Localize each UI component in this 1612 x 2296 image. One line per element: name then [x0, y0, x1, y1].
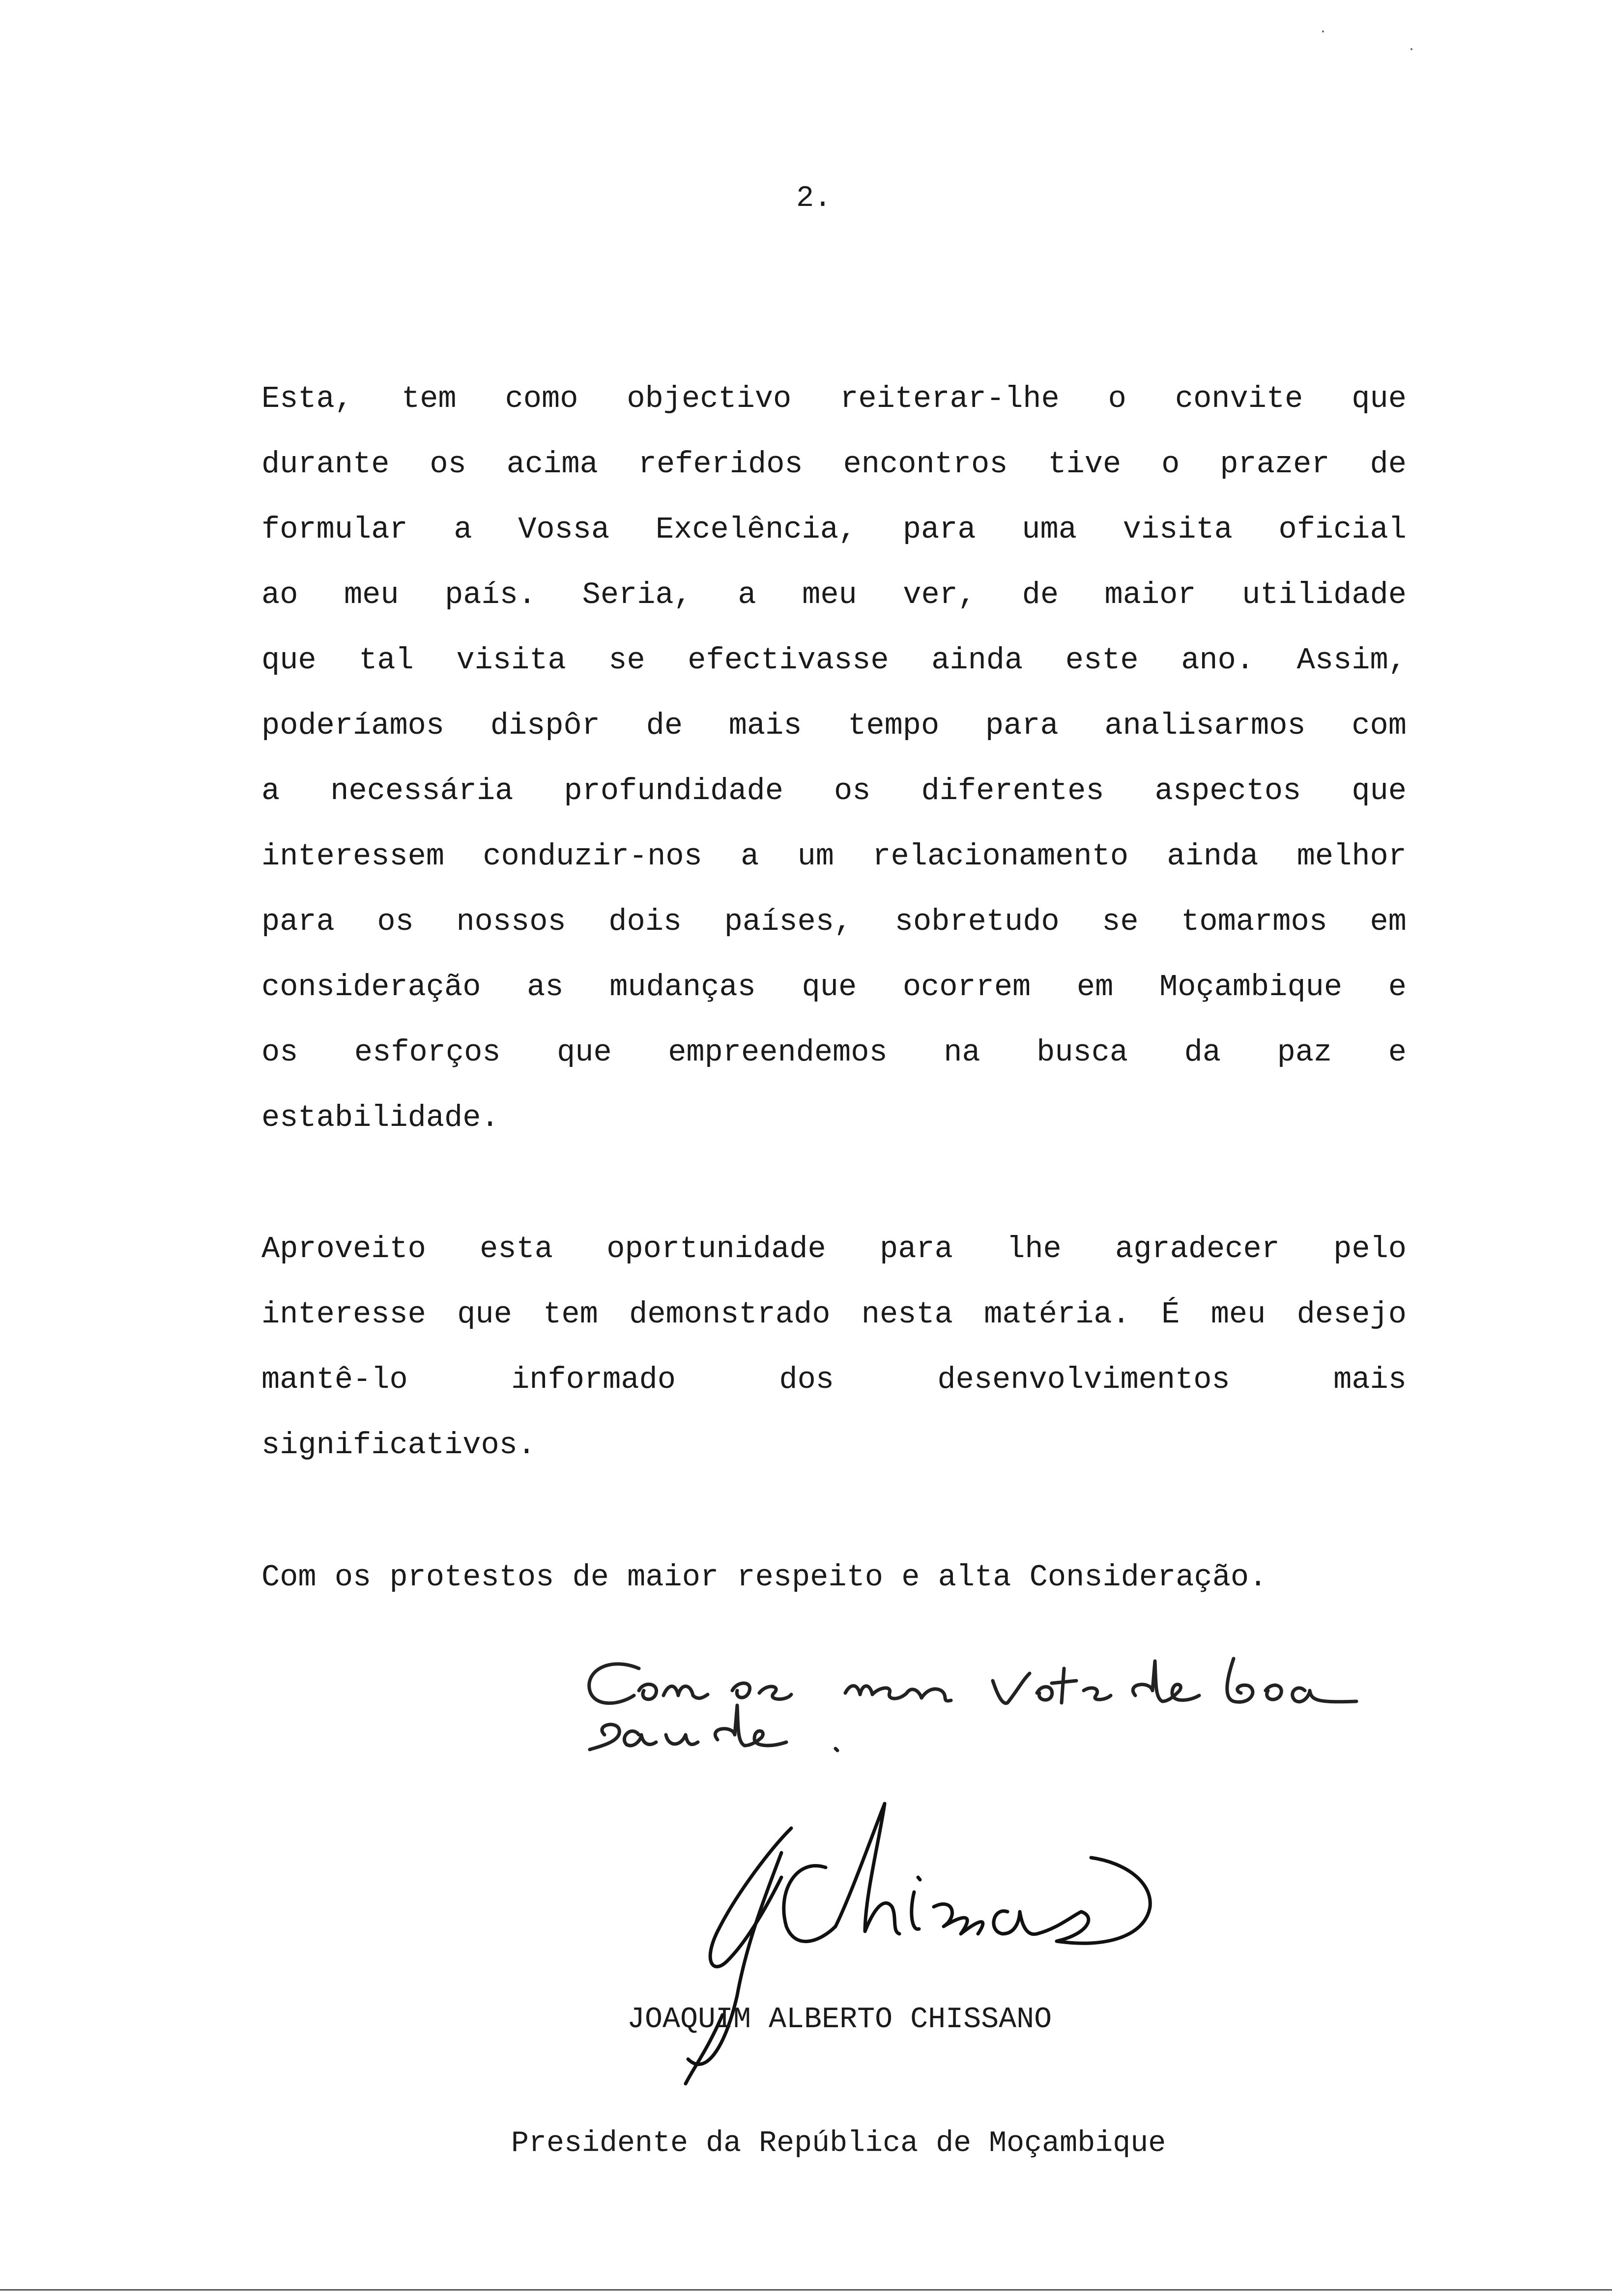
word: em: [1370, 904, 1407, 939]
word: ainda: [931, 643, 1023, 678]
word: e: [1388, 970, 1407, 1004]
word: para: [902, 512, 976, 547]
word: meu: [1210, 1297, 1266, 1332]
word: que: [457, 1297, 512, 1332]
text-line: [261, 889, 1407, 954]
word: como: [505, 381, 578, 416]
word: nesta: [861, 1297, 953, 1332]
word: se: [608, 643, 645, 678]
word: oficial: [1278, 512, 1407, 547]
word: objectivo: [627, 381, 792, 416]
word: meu: [802, 577, 857, 612]
word: mais: [728, 708, 802, 743]
word: as: [527, 970, 564, 1004]
text-line: [261, 431, 1407, 497]
word: profundidade: [564, 774, 783, 808]
word: lhe: [1007, 1232, 1062, 1266]
word: dispôr: [490, 708, 600, 743]
word: o: [1161, 447, 1180, 482]
word: Moçambique: [1159, 970, 1343, 1004]
word: matéria.: [984, 1297, 1130, 1332]
word: analisarmos: [1104, 708, 1306, 743]
word: tive: [1048, 447, 1122, 482]
text-line: [261, 1020, 1407, 1085]
word: busca: [1036, 1035, 1128, 1070]
word: e: [1388, 1035, 1407, 1070]
word: Vossa: [518, 512, 610, 547]
text-line: estabilidade.: [261, 1100, 499, 1135]
word: convite: [1175, 381, 1303, 416]
word: ano.: [1181, 643, 1255, 678]
word: encontros: [843, 447, 1008, 482]
word: os: [377, 904, 414, 939]
word: um: [797, 839, 834, 874]
word: ao: [261, 577, 298, 612]
word: dos: [779, 1362, 834, 1397]
word: mantê-lo: [261, 1362, 408, 1397]
word: informado: [511, 1362, 676, 1397]
word: conduzir-nos: [483, 839, 702, 874]
word: de: [646, 708, 683, 743]
word: demonstrado: [629, 1297, 831, 1332]
word: Seria,: [582, 577, 692, 612]
word: tem: [402, 381, 457, 416]
word: este: [1065, 643, 1139, 678]
word: tem: [543, 1297, 598, 1332]
text-line: [261, 1282, 1407, 1347]
text-line: [261, 562, 1407, 628]
word: os: [261, 1035, 298, 1070]
word: necessária: [330, 774, 514, 808]
word: utilidade: [1242, 577, 1407, 612]
word: paz: [1277, 1035, 1332, 1070]
word: Excelência,: [655, 512, 857, 547]
word: oportunidade: [606, 1232, 826, 1266]
scan-speck: [1410, 48, 1412, 50]
word: a: [741, 839, 759, 874]
word: ainda: [1167, 839, 1259, 874]
text-line: [261, 1216, 1407, 1282]
text-line: [261, 954, 1407, 1020]
text-line: [261, 366, 1407, 431]
word: esta: [480, 1232, 553, 1266]
word: sobretudo: [894, 904, 1060, 939]
word: visita: [456, 643, 566, 678]
word: a: [454, 512, 472, 547]
word: interesse: [261, 1297, 426, 1332]
word: que: [1352, 381, 1407, 416]
word: na: [944, 1035, 980, 1070]
word: formular: [261, 512, 408, 547]
word: empreendemos: [668, 1035, 888, 1070]
word: consideração: [261, 970, 481, 1004]
word: desejo: [1296, 1297, 1407, 1332]
word: Esta,: [261, 381, 353, 416]
word: a: [738, 577, 756, 612]
signature-block: [511, 1917, 1166, 2247]
word: para: [985, 708, 1059, 743]
text-line: significativos.: [261, 1428, 536, 1463]
word: desenvolvimentos: [937, 1362, 1230, 1397]
word: Aproveito: [261, 1232, 426, 1266]
word: o: [1108, 381, 1126, 416]
word: que: [1352, 774, 1407, 808]
word: tomarmos: [1181, 904, 1327, 939]
word: de: [1370, 447, 1407, 482]
word: em: [1076, 970, 1114, 1004]
word: acima: [506, 447, 598, 482]
text-line: [261, 628, 1407, 693]
word: aspectos: [1154, 774, 1301, 808]
word: para: [880, 1232, 953, 1266]
word: poderíamos: [261, 708, 445, 743]
word: nossos: [456, 904, 566, 939]
signatory-name: JOAQUIM ALBERTO CHISSANO: [627, 2003, 1052, 2037]
word: visita: [1123, 512, 1233, 547]
word: da: [1184, 1035, 1221, 1070]
word: ver,: [903, 577, 977, 612]
text-line: Com os protestos de maior respeito e alta Consideração.: [261, 1560, 1267, 1595]
word: a: [261, 774, 280, 808]
word: prazer: [1220, 447, 1330, 482]
word: meu: [344, 577, 399, 612]
word: que: [802, 970, 857, 1004]
word: país.: [445, 577, 537, 612]
word: É: [1161, 1297, 1180, 1332]
word: dois: [608, 904, 682, 939]
word: pelo: [1333, 1232, 1407, 1266]
scan-speck: [1322, 30, 1324, 32]
text-line: [261, 693, 1407, 758]
word: uma: [1022, 512, 1077, 547]
word: para: [261, 904, 335, 939]
bottom-rule: [0, 2289, 1612, 2291]
text-line: [261, 497, 1407, 562]
signatory-title: Presidente da República de Moçambique: [511, 2127, 1166, 2160]
word: mais: [1333, 1362, 1407, 1397]
word: os: [430, 447, 466, 482]
word: que: [261, 643, 317, 678]
paragraph-thanks: [261, 1216, 1407, 1478]
word: efectivasse: [688, 643, 889, 678]
word: durante: [261, 447, 390, 482]
word: referidos: [638, 447, 803, 482]
paragraph-invitation: [261, 366, 1407, 1150]
paragraph-closing: [261, 1545, 1407, 1610]
word: Assim,: [1296, 643, 1407, 678]
word: com: [1352, 708, 1407, 743]
word: agradecer: [1115, 1232, 1280, 1266]
word: ocorrem: [902, 970, 1031, 1004]
word: os: [834, 774, 871, 808]
text-line: [261, 758, 1407, 824]
word: tal: [359, 643, 414, 678]
word: diferentes: [921, 774, 1104, 808]
word: esforços: [354, 1035, 501, 1070]
word: maior: [1104, 577, 1196, 612]
word: melhor: [1296, 839, 1407, 874]
word: que: [557, 1035, 612, 1070]
word: se: [1102, 904, 1139, 939]
text-line: [261, 1347, 1407, 1412]
word: reiterar-lhe: [840, 381, 1060, 416]
word: de: [1022, 577, 1059, 612]
word: relacionamento: [872, 839, 1129, 874]
word: países,: [724, 904, 853, 939]
word: mudanças: [609, 970, 756, 1004]
page-number: 2.: [796, 182, 832, 215]
text-line: [261, 824, 1407, 889]
word: interessem: [261, 839, 445, 874]
word: tempo: [848, 708, 940, 743]
